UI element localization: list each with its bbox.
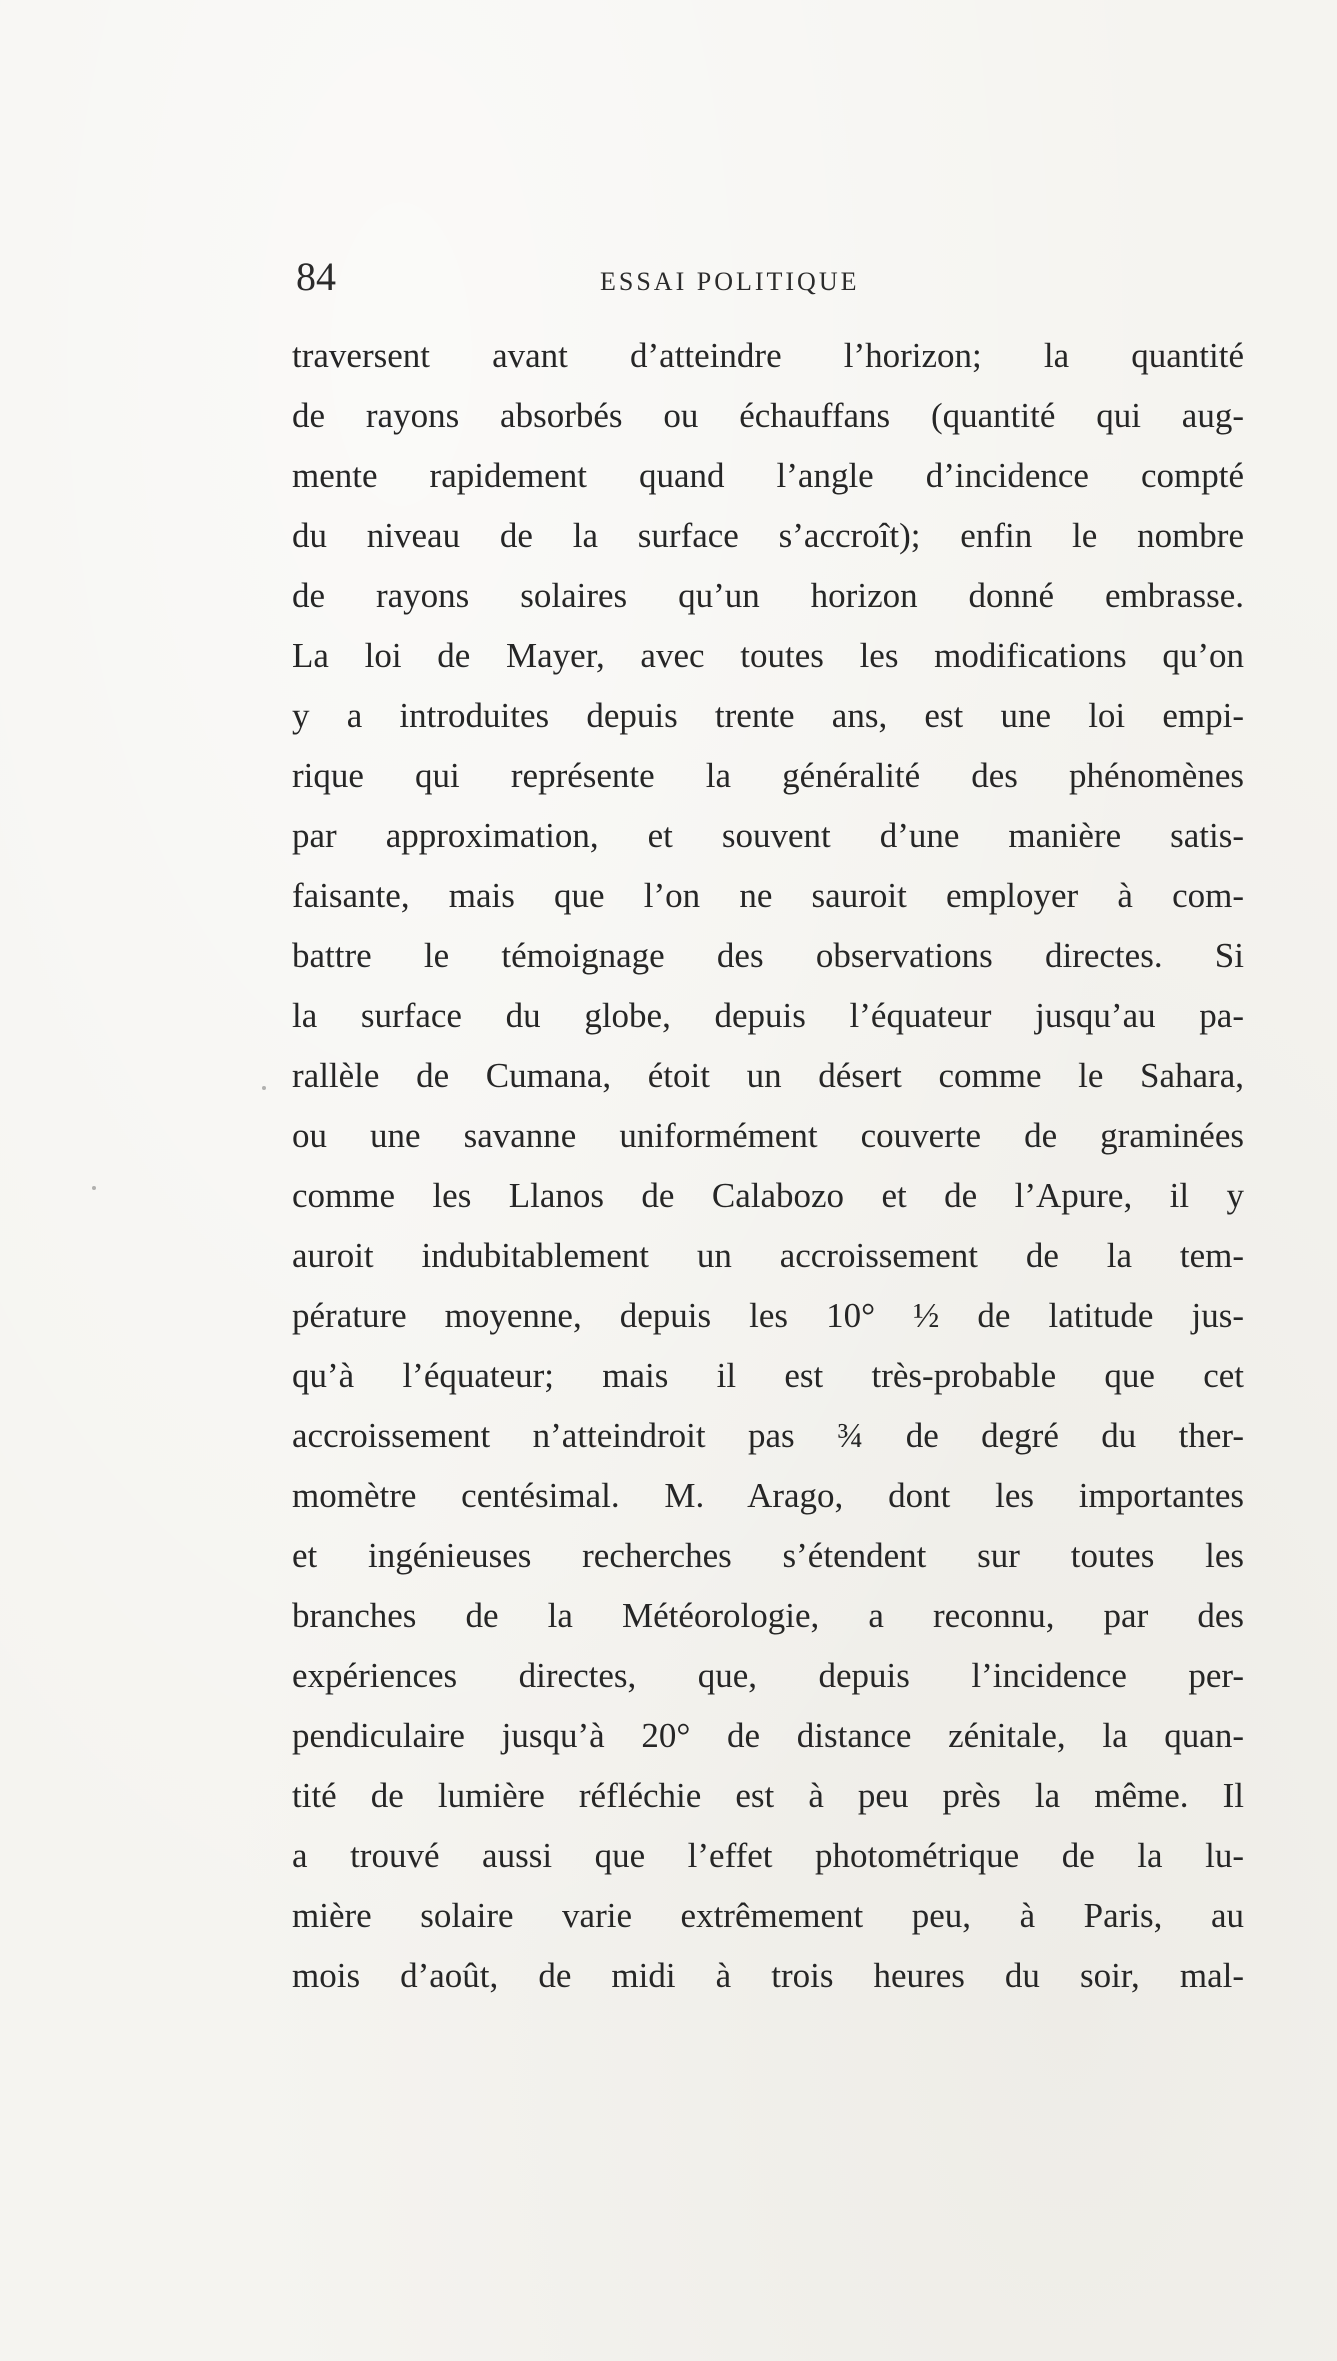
text-line: La loi de Mayer, avec toutes les modifications qu’on xyxy=(292,636,1244,675)
text-line: expériences directes, que, depuis l’incidence per- xyxy=(292,1656,1244,1695)
text-line: mois d’août, de midi à trois heures du soir, mal- xyxy=(292,1956,1244,1995)
paper-speck xyxy=(92,1186,96,1190)
text-line: par approximation, et souvent d’une manière satis- xyxy=(292,816,1244,855)
text-line: la surface du globe, depuis l’équateur jusqu’au pa- xyxy=(292,996,1244,1035)
text-line: pendiculaire jusqu’à 20° de distance zénitale, la quan- xyxy=(292,1716,1244,1755)
text-line: pérature moyenne, depuis les 10° ½ de latitude jus- xyxy=(292,1296,1244,1335)
page-number: 84 xyxy=(296,254,336,299)
running-head xyxy=(292,252,1247,312)
text-line: battre le témoignage des observations directes. Si xyxy=(292,936,1244,975)
text-line: momètre centésimal. M. Arago, dont les importantes xyxy=(292,1476,1244,1515)
paper-speck xyxy=(262,1086,266,1090)
text-line: qu’à l’équateur; mais il est très-probable que cet xyxy=(292,1356,1244,1395)
text-line: de rayons solaires qu’un horizon donné embrasse. xyxy=(292,576,1244,615)
text-line: mente rapidement quand l’angle d’incidence compté xyxy=(292,456,1244,495)
text-line: ou une savanne uniformément couverte de graminées xyxy=(292,1116,1244,1155)
text-line: et ingénieuses recherches s’étendent sur toutes les xyxy=(292,1536,1244,1575)
text-line: faisante, mais que l’on ne sauroit employer à com- xyxy=(292,876,1244,915)
running-title: ESSAI POLITIQUE xyxy=(600,267,860,296)
text-line: branches de la Météorologie, a reconnu, par des xyxy=(292,1596,1244,1635)
text-line: y a introduites depuis trente ans, est une loi empi- xyxy=(292,696,1244,735)
text-line: accroissement n’atteindroit pas ¾ de degré du ther- xyxy=(292,1416,1244,1455)
text-line: rique qui représente la généralité des phénomènes xyxy=(292,756,1244,795)
body-text xyxy=(292,326,1244,2006)
text-line: de rayons absorbés ou échauffans (quantité qui aug- xyxy=(292,396,1244,435)
text-line: comme les Llanos de Calabozo et de l’Apure, il y xyxy=(292,1176,1244,1215)
text-line: traversent avant d’atteindre l’horizon; la quantité xyxy=(292,336,1244,375)
text-line: du niveau de la surface s’accroît); enfin le nombre xyxy=(292,516,1244,555)
text-line: mière solaire varie extrêmement peu, à Paris, au xyxy=(292,1896,1244,1935)
text-line: auroit indubitablement un accroissement de la tem- xyxy=(292,1236,1244,1275)
text-line: a trouvé aussi que l’effet photométrique de la lu- xyxy=(292,1836,1244,1875)
text-line: rallèle de Cumana, étoit un désert comme le Sahara, xyxy=(292,1056,1244,1095)
text-line: tité de lumière réfléchie est à peu près la même. Il xyxy=(292,1776,1244,1815)
